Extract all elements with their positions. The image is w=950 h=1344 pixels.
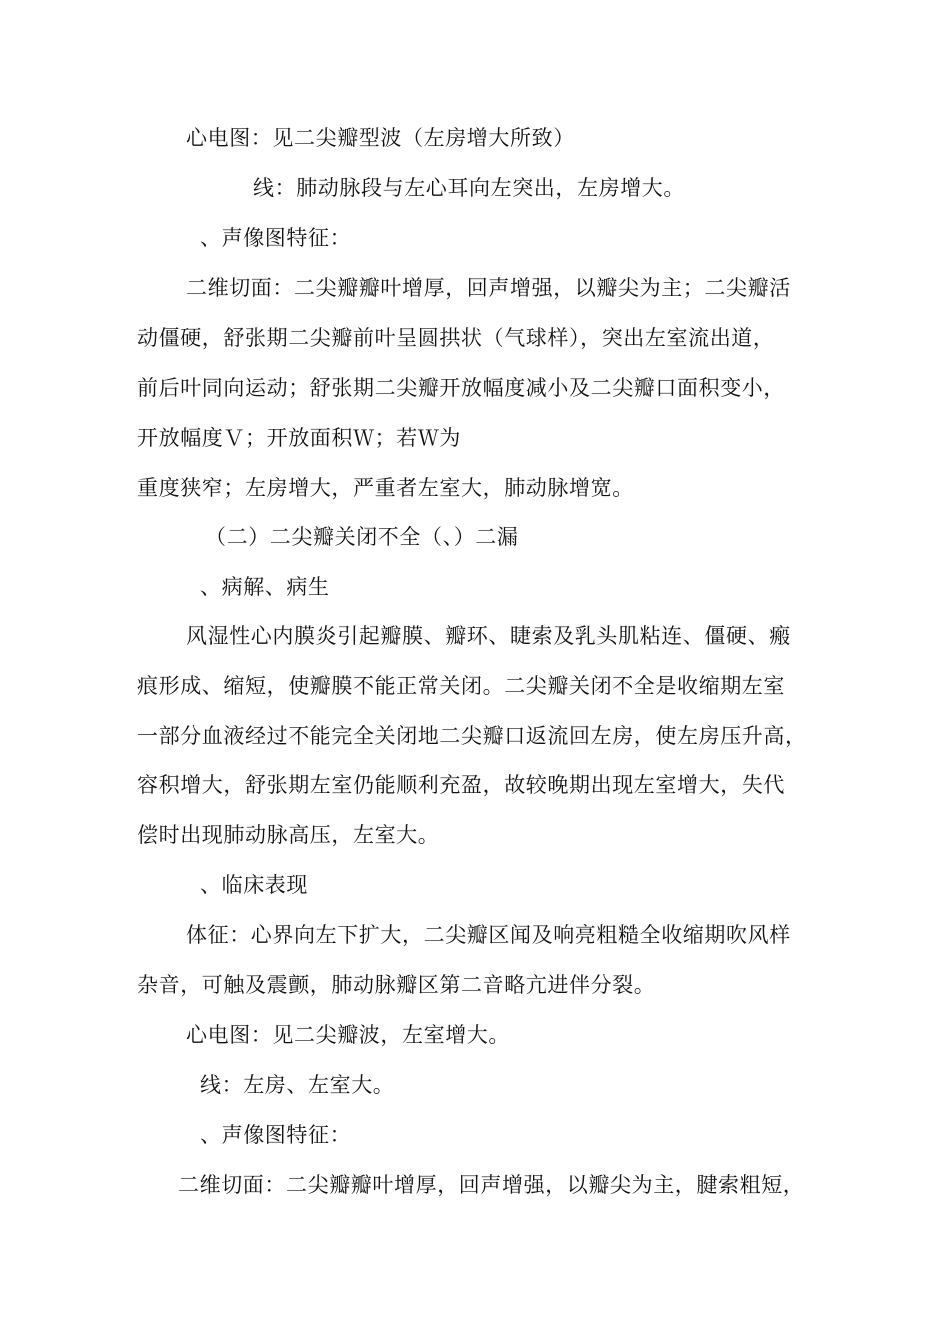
paragraph-line: 前后叶同向运动；舒张期二尖瓣开放幅度减小及二尖瓣口面积变小， [137,376,785,400]
ecg-line: 心电图：见二尖瓣波，左室增大。 [186,1023,510,1047]
ecg-line: 心电图：见二尖瓣型波（左房增大所致） [186,126,575,150]
paragraph-line: 痕形成、缩短，使瓣膜不能正常关闭。二尖瓣关闭不全是收缩期左室 [137,674,785,698]
paragraph-line: 二维切面：二尖瓣瓣叶增厚，回声增强，以瓣尖为主，腱索粗短， [178,1173,805,1197]
section-heading-echo: 、声像图特征： [200,226,352,250]
paragraph-line: 风湿性心内膜炎引起瓣膜、瓣环、睫索及乳头肌粘连、僵硬、瘢 [186,624,791,648]
xray-line: 线：左房、左室大。 [200,1073,395,1097]
paragraph-line: 一部分血液经过不能完全关闭地二尖瓣口返流回左房，使左房压升高， [137,724,807,748]
section-heading-pathology: 、病解、病生 [200,575,330,599]
paragraph-line: 开放幅度Ｖ；开放面积Ｗ；若Ｗ为 [137,426,461,450]
paragraph-line: 偿时出现肺动脉高压，左室大。 [137,823,440,847]
section-heading-clinical: 、临床表现 [200,873,308,897]
paragraph-line: 杂音，可触及震颤，肺动脉瓣区第二音略亢进伴分裂。 [137,973,656,997]
paragraph-line: 体征：心界向左下扩大，二尖瓣区闻及响亮粗糙全收缩期吹风样 [186,923,791,947]
xray-line: 线：肺动脉段与左心耳向左突出，左房增大。 [253,176,685,200]
paragraph-line: 重度狭窄；左房增大，严重者左室大，肺动脉增宽。 [137,476,634,500]
paragraph-line: 动僵硬，舒张期二尖瓣前叶呈圆拱状（气球样），突出左室流出道， [137,326,775,350]
section-heading-echo: 、声像图特征： [200,1123,352,1147]
paragraph-line: 二维切面：二尖瓣瓣叶增厚，回声增强，以瓣尖为主；二尖瓣活 [186,276,791,300]
paragraph-line: 容积增大，舒张期左室仍能顺利充盈，故较晚期出现左室增大，失代 [137,773,785,797]
section-heading-mitral-regurgitation: （二）二尖瓣关闭不全（、）二漏 [205,525,519,549]
